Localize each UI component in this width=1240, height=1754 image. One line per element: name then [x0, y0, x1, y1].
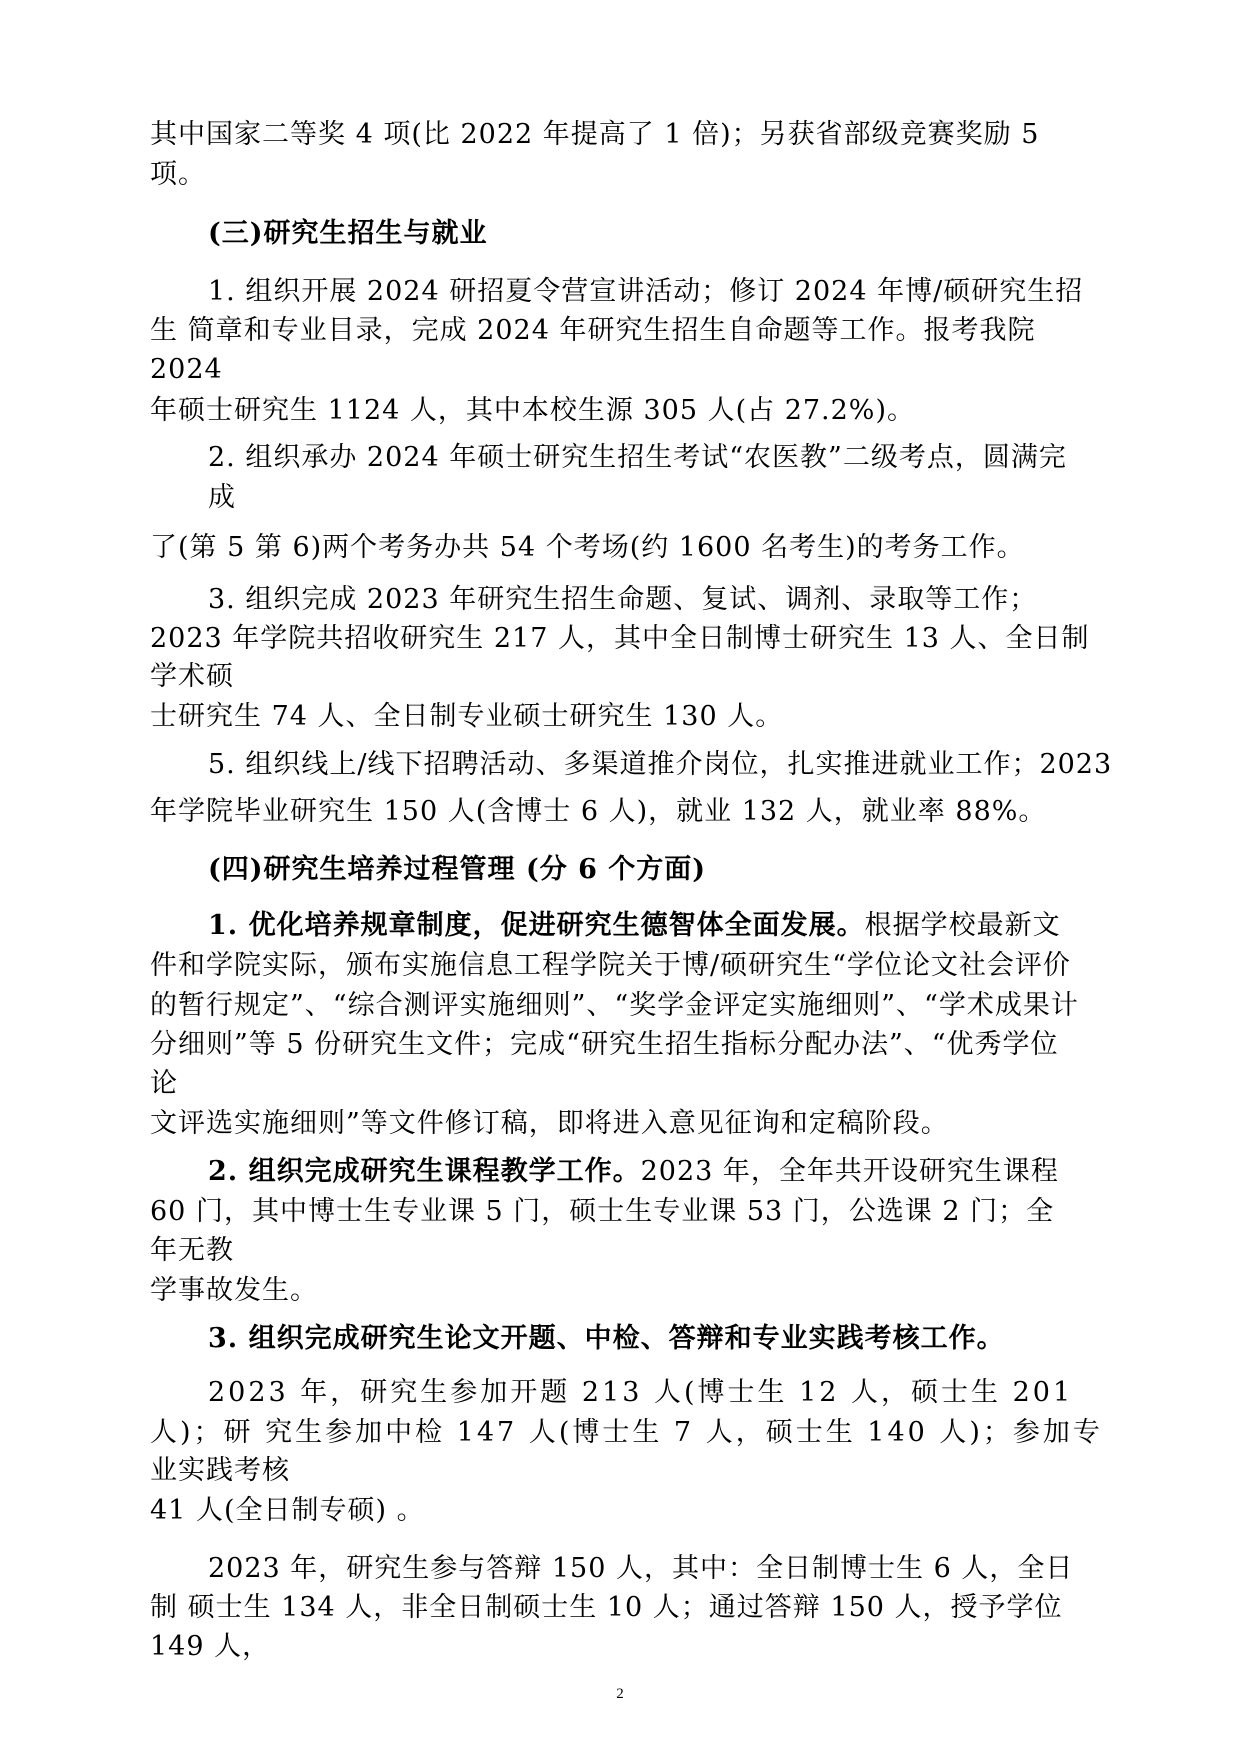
text-line: 年学院毕业研究生 150 人(含博士 6 人)，就业 132 人，就业率 88%。 [150, 796, 1047, 827]
text-line: 成 [208, 482, 236, 513]
text-line: 3. 组织完成 2023 年研究生招生命题、复试、调剂、录取等工作； [208, 584, 1038, 615]
page-number: 2 [616, 1686, 624, 1702]
text-line: 其中国家二等奖 4 项(比 2022 年提高了 1 倍)；另获省部级竞赛奖励 5 [150, 119, 1040, 150]
text-line: 60 门，其中博士生专业课 5 门，硕士生专业课 53 门，公选课 2 门；全 [150, 1196, 1055, 1227]
text-line: 1. 组织开展 2024 研招夏令营宣讲活动；修订 2024 年博/硕研究生招 [208, 276, 1084, 307]
text-run: 2023 年，全年共开设研究生课程 [640, 1156, 1059, 1187]
paragraph-line [208, 1152, 1059, 1192]
text-line: 业实践考核 [150, 1455, 290, 1486]
section-heading: (四)研究生培养过程管理 (分 6 个方面) [208, 854, 707, 885]
text-line: 5. 组织线上/线下招聘活动、多渠道推介岗位，扎实推进就业工作；2023 [208, 749, 1113, 780]
bold-lead: 2. 组织完成研究生课程教学工作。 [208, 1156, 641, 1187]
text-line: 年硕士研究生 1124 人，其中本校生源 305 人(占 27.2%)。 [150, 395, 915, 426]
text-line: 了(第 5 第 6)两个考务办共 54 个考场(约 1600 名考生)的考务工作。 [150, 532, 1025, 563]
text-line: 2. 组织承办 2024 年硕士研究生招生考试“农医教”二级考点，圆满完 [208, 442, 1067, 473]
text-line: 生 简章和专业目录，完成 2024 年研究生招生自命题等工作。报考我院 [150, 315, 1036, 346]
section-heading: (三)研究生招生与就业 [208, 218, 488, 249]
text-run: 根据学校最新文 [864, 910, 1061, 941]
text-line: 年无教 [150, 1235, 234, 1266]
text-line: 2024 [150, 354, 223, 385]
paragraph-line [208, 906, 1061, 946]
bold-heading: 3. 组织完成研究生论文开题、中检、答辩和专业实践考核工作。 [208, 1323, 1005, 1354]
text-line: 件和学院实际，颁布实施信息工程学院关于博/硕研究生“学位论文社会评价 [150, 950, 1071, 981]
text-line: 人)；研 究生参加中检 147 人(博士生 7 人，硕士生 140 人)；参加专 [150, 1417, 1103, 1448]
text-line: 论 [150, 1068, 178, 1099]
text-line: 学事故发生。 [150, 1275, 318, 1306]
text-line: 项。 [150, 159, 206, 190]
text-line: 分细则”等 5 份研究生文件；完成“研究生招生指标分配办法”、“优秀学位 [150, 1029, 1059, 1060]
text-line: 士研究生 74 人、全日制专业硕士研究生 130 人。 [150, 701, 784, 732]
bold-lead: 1. 优化培养规章制度，促进研究生德智体全面发展。 [208, 910, 865, 941]
text-line: 41 人(全日制专硕) 。 [150, 1495, 425, 1526]
text-line: 学术硕 [150, 661, 234, 692]
text-line: 2023 年，研究生参与答辩 150 人，其中：全日制博士生 6 人，全日 [208, 1553, 1074, 1584]
text-line: 文评选实施细则”等文件修订稿，即将进入意见征询和定稿阶段。 [150, 1108, 949, 1139]
text-line: 149 人， [150, 1631, 271, 1662]
text-line: 的暂行规定”、“综合测评实施细则”、“奖学金评定实施细则”、“学术成果计 [150, 990, 1079, 1021]
text-line: 2023 年学院共招收研究生 217 人，其中全日制博士研究生 13 人、全日制 [150, 623, 1090, 654]
text-line: 制 硕士生 134 人，非全日制硕士生 10 人；通过答辩 150 人，授予学位 [150, 1592, 1063, 1623]
text-line: 2023 年，研究生参加开题 213 人(博士生 12 人，硕士生 201 [208, 1377, 1074, 1408]
